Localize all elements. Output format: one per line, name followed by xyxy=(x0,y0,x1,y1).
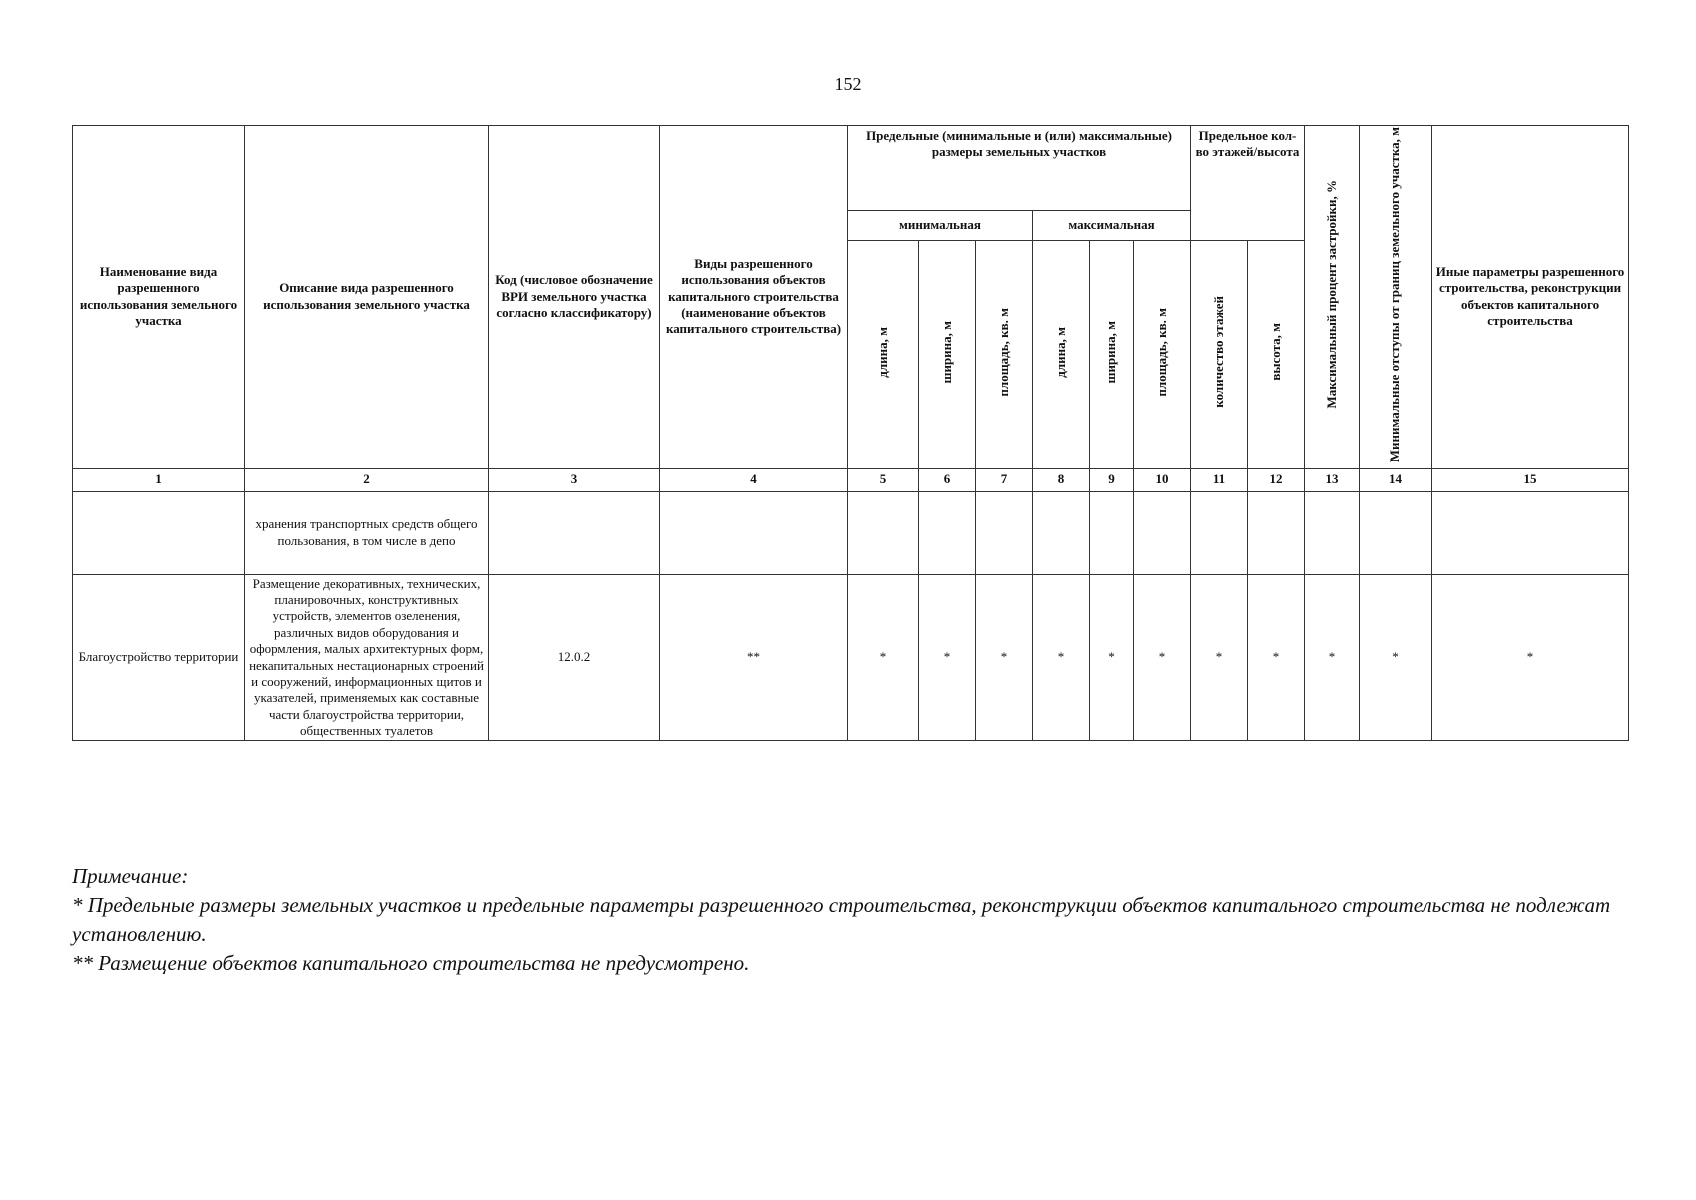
header-height-label: высота, м xyxy=(1267,323,1283,382)
note-double-asterisk: ** Размещение объектов капитального строительства не предусмотрено. xyxy=(72,951,750,975)
column-number: 10 xyxy=(1134,468,1191,491)
value-cell: * xyxy=(848,574,919,741)
header-max-building-percent-label: Максимальный процент застройки, % xyxy=(1323,180,1339,409)
header-min-width xyxy=(919,241,976,469)
value-cell: * xyxy=(1134,574,1191,741)
header-max-length-label: длина, м xyxy=(1052,326,1068,378)
column-number: 13 xyxy=(1305,468,1360,491)
header-min-length-label: длина, м xyxy=(874,326,890,378)
notes-title: Примечание: xyxy=(72,864,189,888)
header-classifier-code: Код (числовое обозначение ВРИ земельного участка согласно классификатору) xyxy=(489,126,660,469)
table-row xyxy=(73,491,1629,574)
header-land-use-name: Наименование вида разрешенного использования земельного участка xyxy=(73,126,245,469)
table-row xyxy=(73,574,1629,741)
column-number-row xyxy=(73,468,1629,491)
header-min-length xyxy=(848,241,919,469)
value-cell xyxy=(1360,491,1432,574)
value-cell xyxy=(1248,491,1305,574)
column-number: 6 xyxy=(919,468,976,491)
header-minimum: минимальная xyxy=(848,210,1033,240)
header-capital-construction-uses: Виды разрешенного использования объектов капитального строительства (наименование объектов капитального строительства) xyxy=(660,126,848,469)
header-floor-count xyxy=(1191,241,1248,469)
header-min-area xyxy=(976,241,1033,469)
value-cell: * xyxy=(1360,574,1432,741)
header-maximum: максимальная xyxy=(1033,210,1191,240)
notes xyxy=(72,862,1632,978)
value-cell xyxy=(976,491,1033,574)
column-number: 11 xyxy=(1191,468,1248,491)
value-cell xyxy=(919,491,976,574)
note-asterisk: * Предельные размеры земельных участков и предельные параметры разрешенного строительства, реконструкции объектов капитального строительства не подлежат установлению. xyxy=(72,893,1611,946)
column-number: 7 xyxy=(976,468,1033,491)
value-cell: * xyxy=(1305,574,1360,741)
column-number: 14 xyxy=(1360,468,1432,491)
header-max-width-label: ширина, м xyxy=(1103,320,1119,384)
oks-cell xyxy=(660,491,848,574)
oks-cell: ** xyxy=(660,574,848,741)
column-number: 15 xyxy=(1432,468,1629,491)
land-use-name-cell: Благоустройство территории xyxy=(73,574,245,741)
header-max-length xyxy=(1033,241,1090,469)
column-number: 9 xyxy=(1090,468,1134,491)
value-cell xyxy=(1305,491,1360,574)
column-number: 8 xyxy=(1033,468,1090,491)
header-floor-count-label: количество этажей xyxy=(1210,296,1226,409)
header-land-use-description: Описание вида разрешенного использования земельного участка xyxy=(245,126,489,469)
land-use-description-cell: Размещение декоративных, технических, планировочных, конструктивных устройств, элементов озеленения, различных видов оборудования и оформления, малых архитектурных форм, некапитальных нестационарных строений и сооружений, информационных щитов и указателей, применяемых как составные части благоустройства территории, общественных туалетов xyxy=(245,574,489,741)
column-number: 4 xyxy=(660,468,848,491)
column-number: 3 xyxy=(489,468,660,491)
value-cell xyxy=(1432,491,1629,574)
header-max-area xyxy=(1134,241,1191,469)
value-cell xyxy=(1090,491,1134,574)
value-cell: * xyxy=(1191,574,1248,741)
value-cell: * xyxy=(1033,574,1090,741)
header-min-width-label: ширина, м xyxy=(938,320,954,384)
header-min-setbacks xyxy=(1360,126,1432,469)
column-number: 2 xyxy=(245,468,489,491)
value-cell: * xyxy=(1432,574,1629,741)
header-min-area-label: площадь, кв. м xyxy=(995,307,1011,397)
header-plot-size-limits: Предельные (минимальные и (или) максимальные) размеры земельных участков xyxy=(848,126,1191,211)
value-cell xyxy=(848,491,919,574)
header-min-setbacks-label: Минимальные отступы от границ земельного участка, м xyxy=(1387,127,1403,463)
value-cell: * xyxy=(976,574,1033,741)
land-use-regulations-table xyxy=(72,125,1629,741)
page-number: 152 xyxy=(834,74,862,94)
header-height xyxy=(1248,241,1305,469)
header-max-width xyxy=(1090,241,1134,469)
value-cell: * xyxy=(919,574,976,741)
value-cell xyxy=(1191,491,1248,574)
code-cell: 12.0.2 xyxy=(489,574,660,741)
header-max-building-percent xyxy=(1305,126,1360,469)
column-number: 1 xyxy=(73,468,245,491)
header-other-parameters: Иные параметры разрешенного строительства, реконструкции объектов капитального строительства xyxy=(1432,126,1629,469)
value-cell xyxy=(1033,491,1090,574)
value-cell: * xyxy=(1090,574,1134,741)
header-max-area-label: площадь, кв. м xyxy=(1153,307,1169,397)
value-cell: * xyxy=(1248,574,1305,741)
header-floors-height-limits: Предельное кол-во этажей/высота xyxy=(1191,126,1305,241)
column-number: 12 xyxy=(1248,468,1305,491)
land-use-name-cell xyxy=(73,491,245,574)
value-cell xyxy=(1134,491,1191,574)
land-use-description-cell: хранения транспортных средств общего пользования, в том числе в депо xyxy=(245,491,489,574)
column-number: 5 xyxy=(848,468,919,491)
code-cell xyxy=(489,491,660,574)
